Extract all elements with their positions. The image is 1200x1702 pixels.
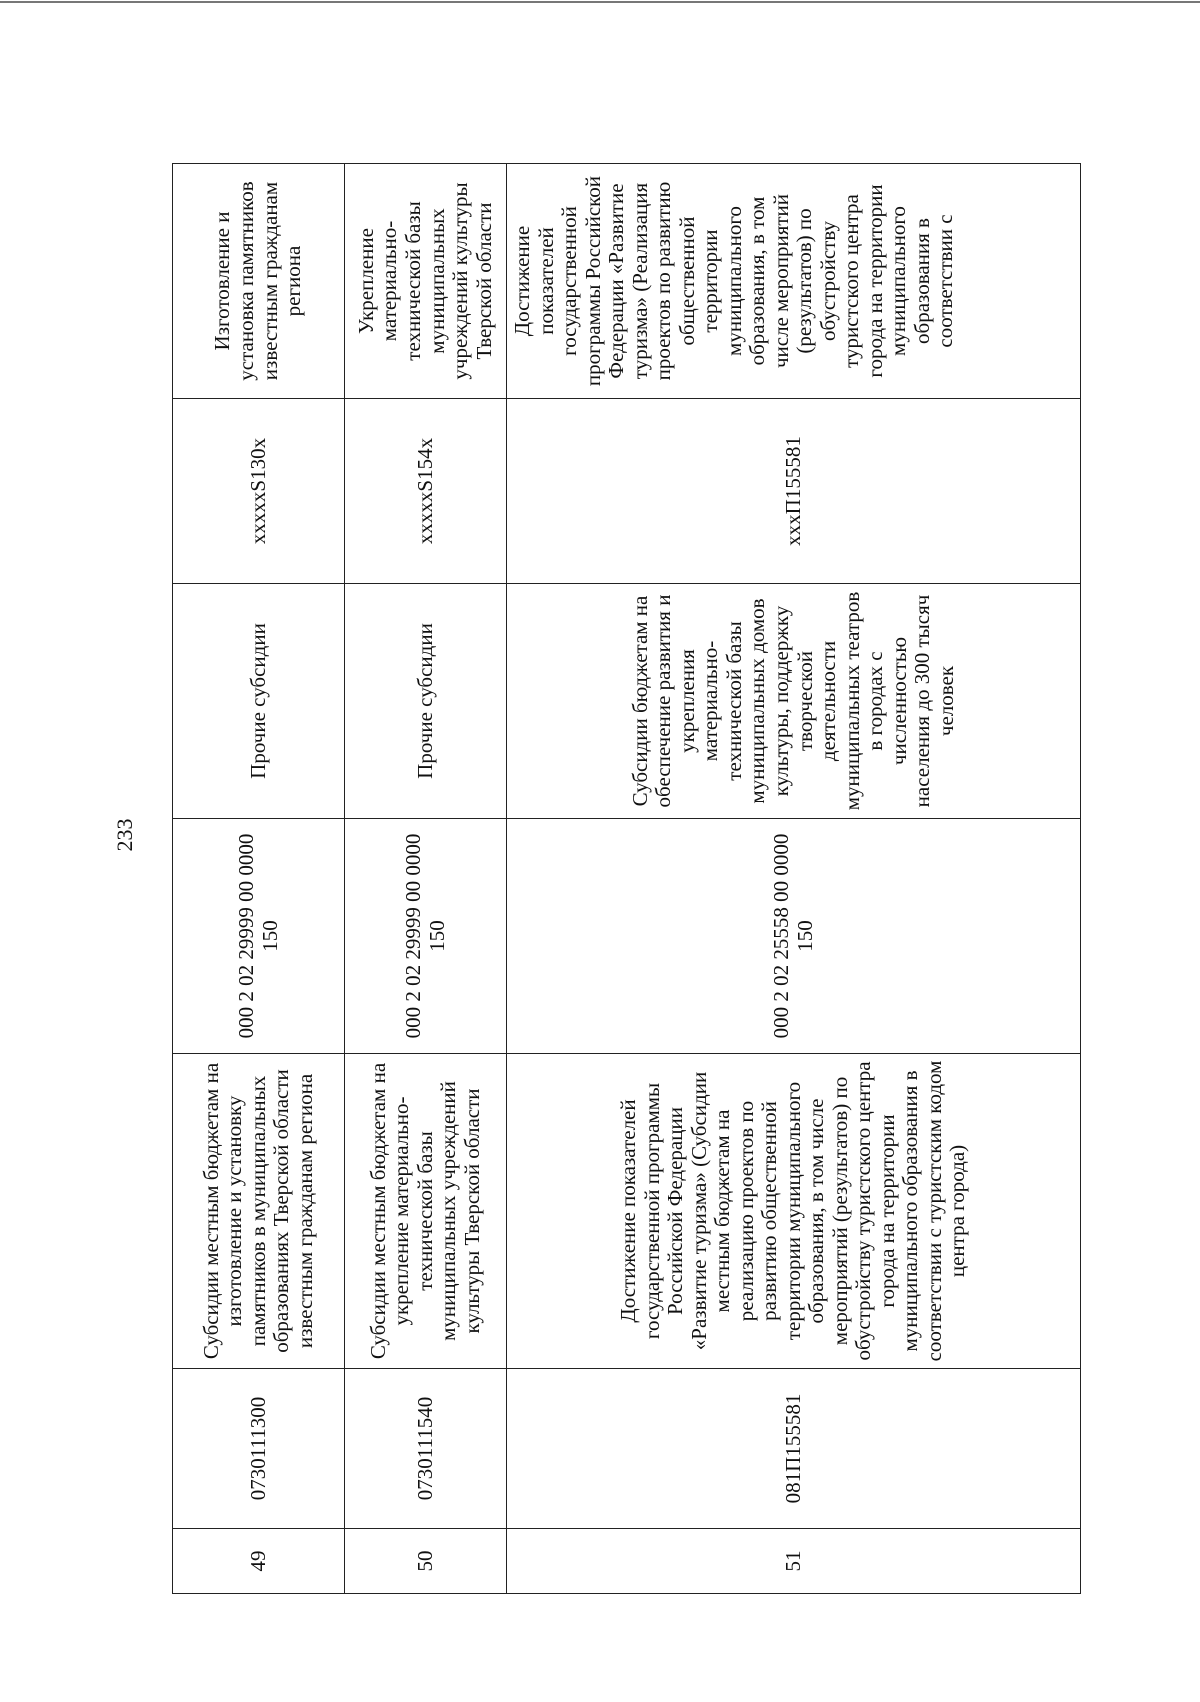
row-number: 51 xyxy=(507,1529,1081,1594)
budget-classification-code: 000 2 02 29999 00 0000 150 xyxy=(173,819,345,1054)
budget-classification-code: 000 2 02 25558 00 0000 150 xyxy=(507,819,1081,1054)
target-code: xxxxxS154x xyxy=(345,399,507,584)
target-code: xxxП155581 xyxy=(507,399,1081,584)
row-number: 50 xyxy=(345,1529,507,1594)
subsidy-name: Субсидии местным бюджетам на укрепление материально-технической базы муниципальных учреждений культуры Тверской области xyxy=(345,1054,507,1369)
program-code: 081П155581 xyxy=(507,1369,1081,1529)
subsidy-table xyxy=(172,163,1081,1594)
target-code: xxxxxS130x xyxy=(173,399,345,584)
subsidy-purpose: Изготовление и установка памятников известным гражданам региона xyxy=(173,164,345,399)
row-number: 49 xyxy=(173,1529,345,1594)
subsidy-purpose: Укрепление материально-технической базы муниципальных учреждений культуры Тверской области xyxy=(345,164,507,399)
subsidy-type: Субсидии бюджетам на обеспечение развития и укрепления материально-технической базы муниципальных домов культуры, поддержку творческой деятельности муниципальных театров в городах с численностью населения до 300 тысяч человек xyxy=(507,584,1081,819)
program-code: 0730111540 xyxy=(345,1369,507,1529)
subsidy-type: Прочие субсидии xyxy=(173,584,345,819)
subsidy-name: Субсидии местным бюджетам на изготовление и установку памятников в муниципальных образованиях Тверской области известным гражданам региона xyxy=(173,1054,345,1369)
table-row xyxy=(507,164,1081,1594)
rotated-table-wrapper xyxy=(172,164,1080,1594)
subsidy-purpose: Достижение показателей государственной программы Российской Федерации «Развитие туризма» (Реализация проектов по развитию общественной территории муниципального образования, в том числе мероприятий (результатов) по обустройству туристского центра города на территории муниципального образования в соответствии с xyxy=(507,164,1081,399)
budget-classification-code: 000 2 02 29999 00 0000 150 xyxy=(345,819,507,1054)
subsidy-name: Достижение показателей государственной программы Российской Федерации «Развитие туризма» (Субсидии местным бюджетам на реализацию проектов по развитию общественной территории муниципального образования, в том числе мероприятий (результатов) по обустройству туристского центра города на территории муниципального образования в соответствии с туристским кодом центра города) xyxy=(507,1054,1081,1369)
program-code: 0730111300 xyxy=(173,1369,345,1529)
subsidy-type: Прочие субсидии xyxy=(345,584,507,819)
page-number: 233 xyxy=(112,818,137,852)
table-row xyxy=(173,164,345,1594)
scan-edge-line xyxy=(0,1,1200,3)
table-row xyxy=(345,164,507,1594)
